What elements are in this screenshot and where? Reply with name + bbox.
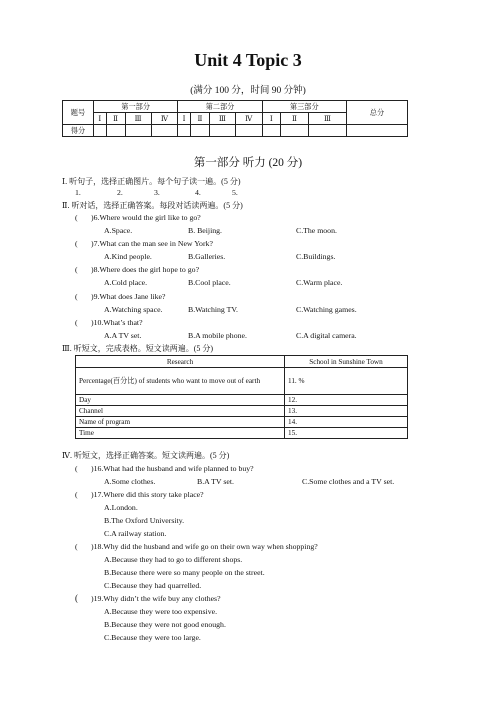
option-b[interactable]: B.Watching TV. — [188, 305, 238, 314]
option-a[interactable]: A.Watching space. — [104, 305, 163, 314]
option-b[interactable]: B.The Oxford University. — [104, 516, 185, 525]
score-cell[interactable] — [280, 125, 308, 137]
table-row-label: Day — [76, 395, 285, 406]
score-table — [62, 100, 408, 137]
question-17: )17.Where did this story take place? — [91, 490, 204, 499]
roman-cell: Ⅲ — [125, 113, 151, 125]
score-cell[interactable] — [309, 125, 347, 137]
roman-cell: Ⅱ — [106, 113, 125, 125]
option-a[interactable]: A.Because they were too expensive. — [104, 607, 218, 616]
option-a[interactable]: A.A TV set. — [104, 331, 142, 340]
question-10-paren[interactable]: ( — [75, 318, 78, 327]
score-cell[interactable] — [151, 125, 178, 137]
option-c[interactable]: C.Watching games. — [296, 305, 357, 314]
roman-cell: Ⅱ — [190, 113, 209, 125]
option-b[interactable]: B.A TV set. — [197, 477, 234, 486]
option-b[interactable]: B.Galleries. — [188, 252, 226, 261]
score-table-part3: 第三部分 — [262, 101, 346, 113]
option-b[interactable]: B.Because they were not good enough. — [104, 620, 226, 629]
table-answer-14[interactable]: 14. — [285, 417, 408, 428]
score-cell[interactable] — [347, 125, 408, 137]
part1-title: 第一部分 听力 (20 分) — [193, 157, 303, 169]
section1-number: 2. — [117, 188, 123, 197]
option-c[interactable]: C.Warm place. — [296, 278, 343, 287]
roman-cell: Ⅰ — [178, 113, 191, 125]
roman-cell: Ⅳ — [235, 113, 262, 125]
question-8: )8.Where does the girl hope to go? — [91, 265, 200, 274]
question-16: )16.What had the husband and wife planned to buy? — [91, 464, 254, 473]
score-cell[interactable] — [94, 125, 107, 137]
table-answer-11[interactable]: 11. % — [285, 368, 408, 395]
table-row-label: Name of program — [76, 417, 285, 428]
section1-number: 3. — [154, 188, 160, 197]
question-9-paren[interactable]: ( — [75, 292, 78, 301]
question-10: )10.What’s that? — [91, 318, 143, 327]
section1-number: 5. — [232, 188, 238, 197]
section2-heading: Ⅱ. 听对话，选择正确答案。每段对话读两遍。(5 分) — [62, 201, 243, 210]
question-6-paren[interactable]: ( — [75, 213, 78, 222]
table-row-label: Channel — [76, 406, 285, 417]
table-answer-15[interactable]: 15. — [285, 428, 408, 439]
option-b[interactable]: B. Beijing. — [188, 226, 223, 235]
roman-cell: Ⅰ — [262, 113, 280, 125]
roman-cell: Ⅱ — [280, 113, 308, 125]
option-b[interactable]: B.A mobile phone. — [188, 331, 247, 340]
question-19-paren[interactable]: ( — [75, 593, 78, 603]
score-table-header-label: 题号 — [63, 101, 94, 125]
option-c[interactable]: C.A railway station. — [104, 529, 167, 538]
option-a[interactable]: A.London. — [104, 503, 138, 512]
question-18-paren[interactable]: ( — [75, 542, 78, 551]
question-9: )9.What does Jane like? — [91, 292, 166, 301]
score-cell[interactable] — [262, 125, 280, 137]
option-b[interactable]: B.Cool place. — [188, 278, 231, 287]
page-subtitle: (满分 100 分，时间 90 分钟) — [190, 86, 306, 96]
score-cell[interactable] — [125, 125, 151, 137]
listening-table — [75, 355, 408, 439]
score-cell[interactable] — [106, 125, 125, 137]
option-c[interactable]: C.A digital camera. — [296, 331, 357, 340]
table-answer-12[interactable]: 12. — [285, 395, 408, 406]
question-18: )18.Why did the husband and wife go on their own way when shopping? — [91, 542, 318, 551]
option-a[interactable]: A.Because they had to go to different shops. — [104, 555, 243, 564]
option-c[interactable]: C.Some clothes and a TV set. — [302, 477, 395, 486]
table-header-research: Research — [76, 356, 285, 368]
option-a[interactable]: A.Some clothes. — [104, 477, 156, 486]
roman-cell: Ⅰ — [94, 113, 107, 125]
question-6: )6.Where would the girl like to go? — [91, 213, 201, 222]
section1-number: 1. — [75, 188, 81, 197]
roman-cell: Ⅲ — [309, 113, 347, 125]
section3-heading: Ⅲ. 听短文，完成表格。短文读两遍。(5 分) — [62, 344, 214, 353]
section1-number: 4. — [195, 188, 201, 197]
option-a[interactable]: A.Kind people. — [104, 252, 152, 261]
score-table-part1: 第一部分 — [94, 101, 178, 113]
score-table-part2: 第二部分 — [178, 101, 262, 113]
score-cell[interactable] — [235, 125, 262, 137]
option-b[interactable]: B.Because there were so many people on the street. — [104, 568, 265, 577]
option-c[interactable]: C.The moon. — [296, 226, 337, 235]
table-row-label: Time — [76, 428, 285, 439]
option-a[interactable]: A.Space. — [104, 226, 133, 235]
question-17-paren[interactable]: ( — [75, 490, 78, 499]
table-row-label: Percentage(百分比) of students who want to move out of earth — [76, 368, 285, 395]
section1-heading: Ⅰ. 听句子，选择正确图片。每个句子读一遍。(5 分) — [62, 177, 241, 186]
option-a[interactable]: A.Cold place. — [104, 278, 148, 287]
score-cell[interactable] — [178, 125, 191, 137]
score-table-total: 总分 — [347, 101, 408, 125]
score-cell[interactable] — [190, 125, 209, 137]
option-c[interactable]: C.Because they were too large. — [104, 633, 201, 642]
roman-cell: Ⅲ — [209, 113, 235, 125]
page-title: Unit 4 Topic 3 — [194, 50, 302, 70]
table-header-school: School in Sunshine Town — [285, 356, 408, 368]
question-19: )19.Why didn’t the wife buy any clothes? — [91, 594, 221, 603]
question-16-paren[interactable]: ( — [75, 464, 78, 473]
score-row-label: 得分 — [63, 125, 94, 137]
question-7-paren[interactable]: ( — [75, 239, 78, 248]
roman-cell: Ⅳ — [151, 113, 178, 125]
score-cell[interactable] — [209, 125, 235, 137]
question-7: )7.What can the man see in New York? — [91, 239, 213, 248]
section4-heading: Ⅳ. 听短文，选择正确答案。短文读两遍。(5 分) — [62, 451, 230, 460]
question-8-paren[interactable]: ( — [75, 265, 78, 274]
option-c[interactable]: C.Because they had quarrelled. — [104, 581, 202, 590]
option-c[interactable]: C.Buildings. — [296, 252, 336, 261]
table-answer-13[interactable]: 13. — [285, 406, 408, 417]
